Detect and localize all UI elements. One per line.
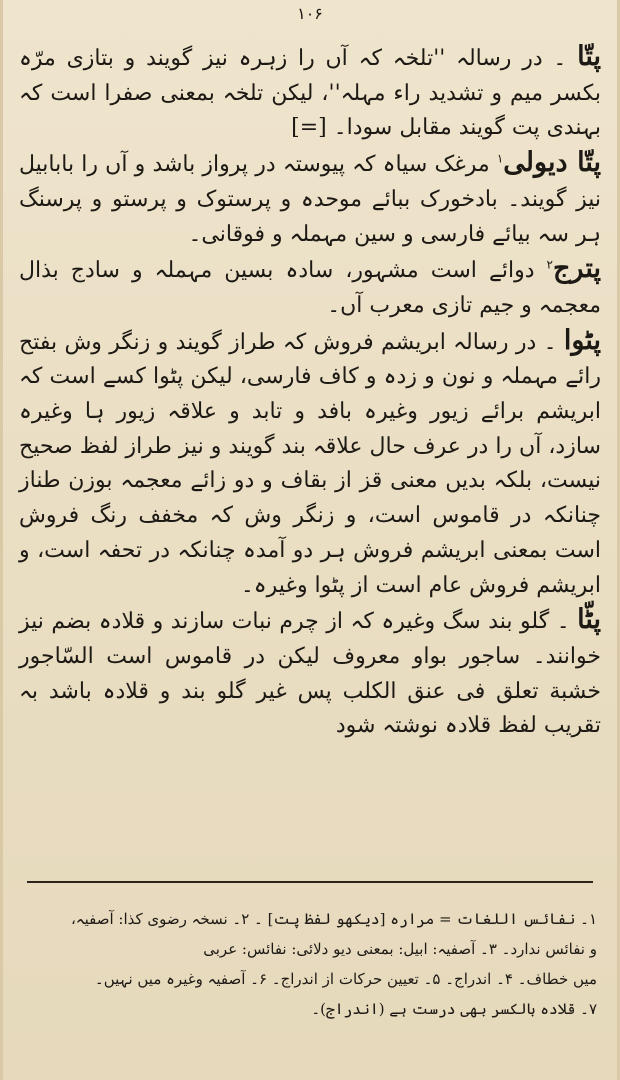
headword: پتّا دیولی <box>503 147 601 179</box>
headword-separator: ۔ <box>553 46 567 71</box>
entry-body: در رسالہ ''تلخہ کہ آں را زہرہ نیز گویند و بتازی مرّہ بکسر میم و تشدید راء مہلہ''، لیکن تلخہ بمعنی صفرا است کہ بہندی پت گویند مقابل سودا۔ [=] <box>19 46 601 141</box>
headword: پتّا <box>577 41 601 72</box>
entry-body: دوائے است مشہور، سادہ بسین مہملہ و سادج بذال معجمہ و جیم تازی معرب آں۔ <box>19 258 601 318</box>
headword-separator: ۔ <box>543 329 557 355</box>
entry-patta <box>19 40 601 146</box>
headword-separator: ۔ <box>556 609 570 635</box>
entry-body: مرغک سیاہ کہ پیوستہ در پرواز باشد و آں را بابابیل نیز گویند۔ بادخورک ببائے موحدہ و پرستوک و پرستو و پرسنگ ہر سہ بیائے فارسی و سین مہملہ و فوقانی۔ <box>19 152 601 247</box>
entry-body: گلو بند سگ وغیرہ کہ از چرم نبات سازند و قلادہ بضم نیز خوانند۔ ساجور بواو معروف لیکن در قاموس است السّاجور خشبة تعلق فی عنق الکلب پس غیر گلو بند و قلادہ باشد بہ تقریب لفظ قلادہ نوشتہ شود <box>19 609 601 739</box>
entry-patta-collar <box>19 603 601 744</box>
entry-patta-devli <box>19 146 601 252</box>
main-text <box>19 40 601 744</box>
headword: پترج <box>553 253 601 285</box>
footnote-divider <box>27 881 593 883</box>
footnote-line: ۷۔ قلادہ بالکسر بھی درست ہے (اندراج)۔ <box>311 1000 597 1018</box>
note-mark: ۲ <box>546 257 553 272</box>
footnote-line: و نفائس ندارد۔ ۳۔ آصفیہ: ابیل: بمعنی دیو دلائی: نفائس: عربی <box>203 940 597 958</box>
entry-patraj <box>19 252 601 323</box>
entry-body: در رسالہ ابریشم فروش کہ طراز گویند و زنگر وش بفتح رائے مہملہ و نون و زدہ و کاف فارسی، لیکن پٹوا کسے است کہ ابریشم برائے زیور وغیرہ بافد و تابد و علاقہ زیور ہا وغیرہ سازد، آں را در عرف حال علاقہ بند گویند و نیز طراز لفظ صحیح نیست، بلکہ بدیں معنی قز از بقاف و دو زائے معجمہ بوزن طناز چنانکہ در قاموس است، و زنگر وش کہ مخفف رنگ فروش است بمعنی ابریشم فروش ہر دو آمدہ چنانکہ در تحفہ است، و ابریشم فروش عام است از پٹوا وغیرہ۔ <box>19 329 601 598</box>
footnote-line: میں خطاف۔ ۴۔ اندراج۔ ۵۔ تعیین حرکات از اندراج۔ ۶۔ آصفیہ وغیرہ میں نہیں۔ <box>94 970 597 988</box>
page-number: ۱۰۶ <box>297 4 323 23</box>
headword: پٹّا <box>577 604 601 636</box>
entry-patwa <box>19 324 601 604</box>
headword: پٹوا <box>563 324 602 356</box>
note-mark: ۱ <box>496 151 504 166</box>
footnote-line: ۱۔ نفائس اللغات = مرارہ [دیکھو لفظ پت] ۔ ۲۔ نسخہ رضوی کذا: آصفیہ، <box>70 910 597 928</box>
footnotes <box>23 904 597 1024</box>
